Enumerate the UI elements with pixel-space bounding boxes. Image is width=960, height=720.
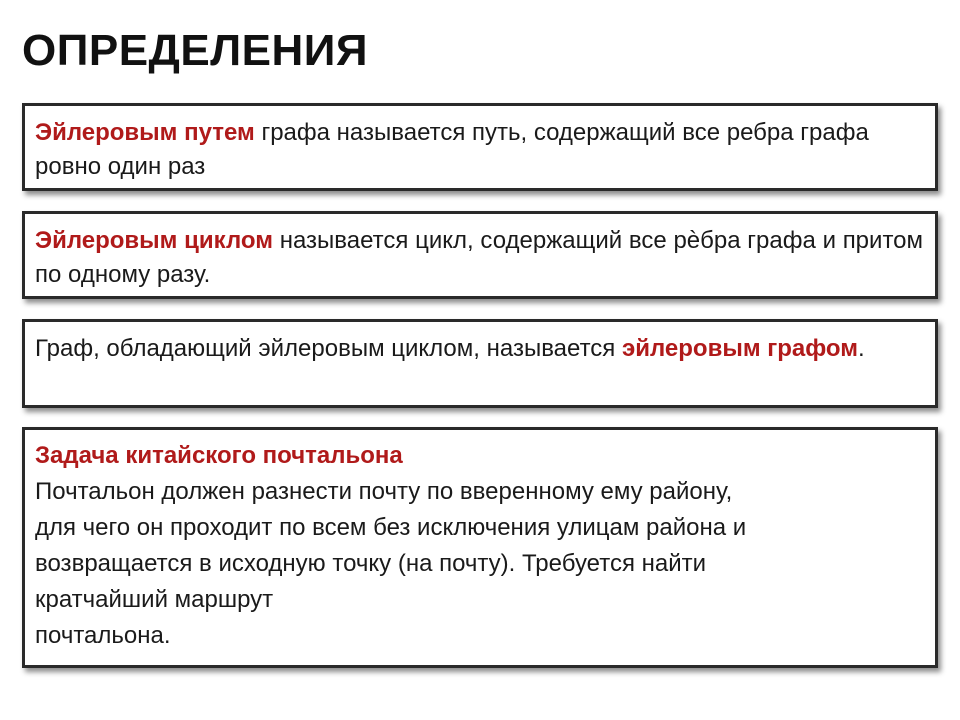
definition-body: Граф, обладающий эйлеровым циклом, называется	[35, 335, 622, 362]
problem-line: кратчайший маршрут	[35, 586, 274, 613]
definition-euler-graph	[22, 319, 938, 408]
page-title: ОПРЕДЕЛЕНИЯ	[22, 26, 368, 75]
definition-body: называется цикл, содержащий все рѐбра графа и притом по одному разу.	[35, 227, 924, 288]
definition-euler-cycle	[22, 211, 938, 299]
definition-text	[35, 116, 923, 184]
term-euler-path: Эйлеровым путем	[35, 119, 255, 146]
definition-body: графа называется путь, содержащий все ребра графа ровно один раз	[35, 119, 869, 180]
term-euler-graph: эйлеровым графом	[621, 335, 859, 362]
term-euler-cycle: Эйлеровым циклом	[35, 227, 273, 254]
problem-line: Почтальон должен разнести почту по вверенному ему району,	[35, 478, 733, 505]
definition-text	[35, 332, 923, 366]
problem-heading: Задача китайского почтальона	[35, 442, 403, 469]
problem-line: для чего он проходит по всем без исключения улицам района и	[35, 514, 747, 541]
definition-text	[35, 224, 923, 292]
problem-line: почтальона.	[35, 622, 171, 649]
definition-euler-path	[22, 103, 938, 191]
chinese-postman-problem	[22, 427, 938, 668]
problem-line: возвращается в исходную точку (на почту). Требуется найти	[35, 550, 707, 577]
definition-end: .	[858, 335, 865, 362]
